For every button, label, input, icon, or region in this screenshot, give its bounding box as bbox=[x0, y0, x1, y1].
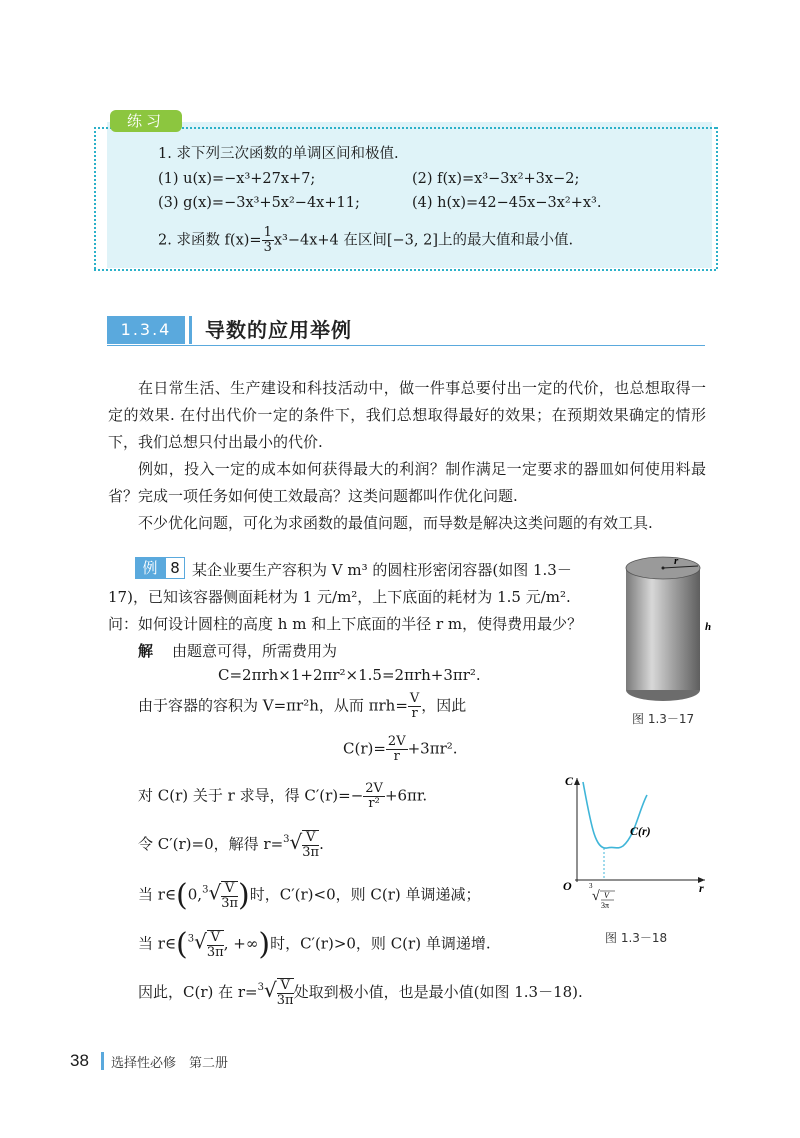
section-rule bbox=[107, 345, 705, 346]
exercise-q1-4: (4) h(x)=42−45x−3x²+x³. bbox=[412, 195, 602, 211]
radical-3: √ bbox=[194, 929, 207, 954]
figure-graph bbox=[555, 770, 715, 920]
exercise-q1-3: (3) g(x)=−3x³+5x²−4x+11; bbox=[158, 195, 360, 211]
dec-post: 时，C′(r)<0，则 C(r) 单调递减； bbox=[249, 885, 481, 904]
cylinder-body bbox=[626, 568, 700, 690]
conc-pre: 因此，C(r) 在 r= bbox=[138, 983, 258, 1001]
volume-line-pre: 由于容器的容积为 V=πr²h，从而 πrh= bbox=[138, 696, 408, 715]
exercise-border-right bbox=[716, 127, 718, 269]
figure-cylinder bbox=[610, 550, 720, 710]
radical-4: √ bbox=[264, 978, 277, 1002]
paren-open-1: ( bbox=[176, 878, 188, 913]
volume-fraction bbox=[408, 692, 421, 721]
section-number: 1.3.4 bbox=[107, 316, 185, 344]
exercise-q1: 1. 求下列三次函数的单调区间和极值. bbox=[158, 146, 399, 162]
exercise-border-bottom bbox=[94, 269, 716, 271]
critical-period: . bbox=[319, 835, 324, 853]
rad1-num: V bbox=[302, 831, 319, 846]
graph-curve-label: C(r) bbox=[630, 824, 651, 838]
graph-y-label: C bbox=[565, 774, 574, 788]
deriv-fraction bbox=[363, 782, 385, 811]
eq-cr-fraction bbox=[386, 735, 408, 764]
graph-cbrt-index: 3 bbox=[589, 882, 593, 890]
cbrt-index-1: 3 bbox=[283, 834, 290, 845]
deriv-num: 2V bbox=[365, 781, 383, 796]
solution-line-1: 由题意可得，所需费用为 bbox=[172, 642, 338, 660]
eq-cr-num: 2V bbox=[387, 734, 406, 749]
equation-cost: C=2πrh×1+2πr²×1.5=2πrh+3πr². bbox=[218, 666, 481, 684]
increasing-line bbox=[138, 927, 491, 962]
paren-open-2: ( bbox=[176, 927, 188, 962]
exercise-border-top bbox=[94, 127, 716, 129]
footer-book-title: 选择性必修 第二册 bbox=[111, 1056, 229, 1071]
exercise-border-left bbox=[94, 127, 96, 269]
example-label: 例 bbox=[135, 557, 165, 579]
rad1-den: 3π bbox=[302, 845, 320, 860]
rad2-num: V bbox=[221, 882, 238, 897]
cylinder-h-label: h bbox=[705, 621, 712, 633]
rad4-den: 3π bbox=[276, 993, 294, 1008]
deriv-post: +6πr. bbox=[384, 786, 428, 805]
critical-pre: 令 C′(r)=0，解得 r= bbox=[138, 835, 284, 853]
radical-1-fraction bbox=[302, 830, 319, 860]
rad3-den: 3π bbox=[206, 944, 224, 960]
volume-line-post: ，因此 bbox=[421, 696, 467, 715]
exercise-q1-2: (2) f(x)=x³−3x²+3x−2; bbox=[412, 171, 580, 187]
eq-cr-den: r bbox=[393, 749, 400, 764]
paren-close-1: ) bbox=[238, 878, 250, 913]
conclusion-line bbox=[138, 978, 583, 1008]
cylinder-center-dot bbox=[662, 567, 665, 570]
example-line-2: 17)，已知该容器侧面耗材为 1 元/m²，上下底面的耗材为 1.5 元/m². bbox=[108, 588, 571, 606]
cbrt-index-2: 3 bbox=[202, 884, 209, 896]
equation-cr bbox=[343, 735, 458, 764]
conc-post: 处取到极小值，也是最小值(如图 1.3－18). bbox=[293, 983, 583, 1001]
graph-curve bbox=[583, 782, 647, 848]
cylinder-r-label: r bbox=[674, 555, 679, 567]
solution-label: 解 bbox=[138, 642, 154, 660]
radical-4-fraction bbox=[277, 978, 294, 1008]
graph-origin-label: O bbox=[563, 879, 572, 893]
example-line-1: 某企业要生产容积为 V m³ 的圆柱形密闭容器(如图 1.3－ bbox=[192, 561, 572, 579]
graph-frac-num: V bbox=[604, 891, 609, 900]
paragraph-1: 在日常生活、生产建设和科技活动中，做一件事总要付出一定的代价，也总想取得一定的效果. 在付出代价一定的条件下，我们总想取得最好的效果；在预期效果确定的情形下，我们总想只付出最小的代价. bbox=[108, 379, 706, 451]
critical-point-line bbox=[138, 830, 324, 860]
radical-3-fraction bbox=[207, 930, 224, 960]
example-line-3: 问：如何设计圆柱的高度 h m 和上下底面的半径 r m，使得费用最少？ bbox=[108, 615, 583, 633]
dec-zero: 0, bbox=[187, 885, 203, 904]
exercise-q2-den: 3 bbox=[263, 240, 272, 255]
exercise-q2-fraction bbox=[262, 226, 274, 255]
decreasing-line bbox=[138, 878, 481, 913]
cbrt-index-4: 3 bbox=[257, 982, 265, 993]
eq-cr-pre: C(r)= bbox=[343, 739, 386, 758]
paragraph-3: 不少优化问题，可化为求函数的最值问题，而导数是解决这类问题的有效工具. bbox=[138, 514, 653, 532]
inc-pre: 当 r∈ bbox=[138, 934, 177, 953]
radical-1: √ bbox=[289, 830, 303, 854]
page-number: 38 bbox=[70, 1051, 89, 1070]
volume-frac-num: V bbox=[409, 691, 420, 706]
volume-frac-den: r bbox=[411, 706, 418, 721]
derivative-line bbox=[138, 782, 427, 811]
exercise-q2-post: x³−4x+4 在区间[−3, 2]上的最大值和最小值. bbox=[273, 232, 574, 249]
exercise-q2 bbox=[158, 226, 573, 255]
cylinder-bottom-band bbox=[626, 678, 700, 690]
section-title: 导数的应用举例 bbox=[205, 318, 352, 342]
eq-cr-post: +3πr². bbox=[407, 739, 458, 758]
inc-infinity: +∞ bbox=[233, 934, 259, 953]
rad2-den: 3π bbox=[221, 895, 239, 911]
deriv-pre: 对 C(r) 关于 r 求导，得 C′(r)=− bbox=[138, 786, 364, 805]
example-number: 8 bbox=[165, 557, 185, 579]
radical-2-fraction bbox=[221, 881, 238, 911]
paragraph-2: 例如，投入一定的成本如何获得最大的利润？制作满足一定要求的器皿如何使用料最省？完成一项任务如何使工效最高？这类问题都叫作优化问题. bbox=[108, 460, 706, 505]
cbrt-index-3: 3 bbox=[187, 933, 195, 945]
deriv-den: r² bbox=[368, 796, 380, 811]
graph-y-arrow bbox=[574, 778, 580, 785]
dec-pre: 当 r∈ bbox=[138, 885, 177, 904]
footer-bar bbox=[101, 1052, 104, 1070]
graph-frac-den: 3π bbox=[601, 901, 610, 910]
radical-2: √ bbox=[208, 880, 222, 905]
rad4-num: V bbox=[277, 979, 294, 994]
rad3-num: V bbox=[207, 931, 224, 946]
graph-x-label: r bbox=[699, 881, 704, 895]
volume-line bbox=[138, 692, 466, 721]
fig18-caption: 图 1.3－18 bbox=[605, 931, 668, 945]
fig17-caption: 图 1.3－17 bbox=[632, 712, 695, 726]
section-bar bbox=[189, 316, 192, 344]
graph-radical: √ bbox=[592, 889, 600, 904]
inc-post: 时，C′(r)>0，则 C(r) 单调递增. bbox=[270, 934, 491, 953]
exercise-q2-num: 1 bbox=[263, 225, 272, 240]
exercise-q1-1: (1) u(x)=−x³+27x+7; bbox=[158, 171, 316, 187]
paren-close-2: ) bbox=[258, 927, 271, 962]
exercise-q2-pre: 2. 求函数 f(x)= bbox=[158, 232, 262, 249]
exercise-tag: 练习 bbox=[110, 110, 182, 132]
inc-comma: , bbox=[223, 934, 234, 953]
